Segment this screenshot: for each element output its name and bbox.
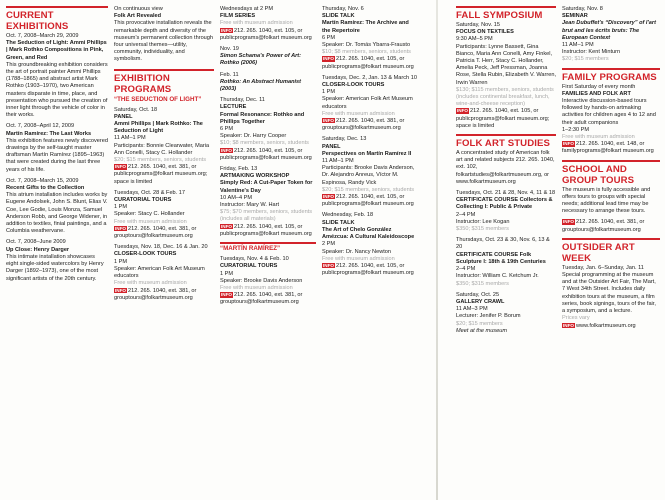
event-detail: Tuesdays, Dec. 2, Jan. 13 & March 10 bbox=[322, 74, 417, 81]
exhibition-list bbox=[6, 33, 108, 283]
section-subtitle: “THE SEDUCTION OF LIGHT” bbox=[114, 95, 202, 103]
event-detail: First Saturday of every month bbox=[562, 83, 636, 90]
info-badge: INFO bbox=[221, 147, 232, 153]
info-badge: INFO bbox=[221, 292, 232, 298]
exhibition-dates: Oct. 7, 2008–June 2009 bbox=[6, 239, 66, 246]
section-ramirez bbox=[220, 242, 316, 306]
event-detail: Instructor: Mary W. Hart bbox=[220, 202, 280, 209]
event-contact bbox=[322, 194, 418, 208]
exhibition-title: The Seduction of Light: Ammi Phillips | Mark Rothko Compositions in Pink, Green, and Red bbox=[6, 40, 107, 61]
event-contact bbox=[220, 224, 316, 238]
event-detail: Feb. 11 bbox=[220, 71, 239, 78]
event-detail: 11 AM–1 PM bbox=[114, 135, 146, 142]
event-info: 212. 265. 1040, ext. 105, or publicprograms@folkart museum.org bbox=[220, 147, 312, 161]
event-contact bbox=[114, 288, 214, 302]
event-price: $20; $15 members, seniors, students bbox=[322, 186, 415, 193]
info-badge: INFO bbox=[563, 141, 574, 147]
info-badge: INFO bbox=[457, 108, 468, 114]
event-price: $130; $115 members, seniors, students (includes continental breakfast, lunch, wine-and-cheese reception) bbox=[456, 86, 554, 108]
event-title: GALLERY CRAWL bbox=[456, 298, 505, 305]
event-info: 212. 265. 1040, ext. 105, or publicprograms@folkart museum.org bbox=[322, 56, 414, 70]
event bbox=[322, 212, 418, 277]
event-list bbox=[456, 22, 556, 130]
exhibition-title: Up Close: Henry Darger bbox=[6, 246, 70, 253]
event-detail: 11 AM–1 PM bbox=[562, 42, 594, 49]
section-title: SCHOOL AND GROUP TOURS bbox=[562, 163, 635, 186]
event-detail: Speaker: Dr. Nancy Newton bbox=[322, 248, 392, 255]
event-detail: Speaker: Dr. Harry Cooper bbox=[220, 133, 287, 140]
event-detail: Saturday, Nov. 8 bbox=[562, 6, 603, 12]
section-title: FALL SYMPOSIUM bbox=[456, 10, 543, 21]
event bbox=[114, 244, 214, 302]
exhibition-item bbox=[6, 123, 108, 173]
outsider-contact bbox=[562, 323, 660, 330]
event-title: CURATORIAL TOURS bbox=[114, 197, 172, 204]
event-title: PANEL bbox=[322, 143, 341, 150]
event bbox=[456, 237, 556, 287]
event-title: FILM SERIES bbox=[220, 13, 256, 20]
school-info: 212. 265. 1040, ext. 381, or grouptours@folkartmuseum.org bbox=[562, 219, 645, 233]
info-badge: INFO bbox=[323, 118, 334, 124]
section-folk-art-studies bbox=[456, 134, 556, 335]
exhibition-title: Recent Gifts to the Collection bbox=[6, 185, 85, 192]
event-price: $20; $15 members bbox=[456, 320, 503, 327]
event-title: FAMILIES AND FOLK ART bbox=[562, 90, 631, 97]
event bbox=[220, 256, 316, 306]
info-badge: INFO bbox=[115, 225, 126, 231]
school-desc: The museum is fully accessible and offers tours to groups with special needs; additional lead time may be necessary to arrange these tours. bbox=[562, 186, 651, 215]
info-badge: INFO bbox=[115, 287, 126, 293]
event-detail: Thursdays, Oct. 23 & 30, Nov. 6, 13 & 20 bbox=[456, 237, 550, 251]
info-badge: INFO bbox=[221, 223, 232, 229]
event-info: 212. 265. 1040, ext. 381, or grouptours@folkartmuseum.org bbox=[114, 287, 197, 301]
event-price: Free with museum admission bbox=[562, 134, 635, 141]
section-title: OUTSIDER ART WEEK bbox=[562, 241, 635, 264]
event-detail: 2 PM bbox=[322, 241, 336, 248]
event-detail: Tuesdays, Nov. 18, Dec. 16 & Jan. 20 bbox=[114, 244, 208, 251]
event-price: $350; $315 members bbox=[456, 226, 509, 233]
exhibition-desc: This groundbreaking exhibition considers the art of portrait painter Ammi Phillips (1788–1865) and abstract artist Mark Rothko (1903–1970), two American masters disparate in time, place, and presentation who pursued the creation of inner light through the vehicle of color in their works. bbox=[6, 61, 108, 119]
event-detail: Saturday, Dec. 13 bbox=[322, 136, 367, 143]
section-school-group-tours bbox=[562, 160, 660, 234]
website-link[interactable]: www.folkartmuseum.org bbox=[575, 322, 636, 329]
section-title: FAMILY PROGRAMS bbox=[562, 71, 657, 83]
outsider-text: Tuesday, Jan. 6–Sunday, Jan. 11 Special programming at the museum and at the Outsider Art Fair, The Mart, 7 West 34th Street. Includes daily exhibition tours at the museum, a film series, book signings, tours of the fair, a symposium, and a lecture. bbox=[562, 264, 656, 315]
intro-pre: On continuous view bbox=[114, 6, 163, 12]
event-info: 212. 265. 1040, ext. 381, or grouptours@folkartmuseum.org bbox=[114, 225, 197, 240]
event-price: $10; $8 members, seniors, students bbox=[220, 140, 309, 147]
page-fold bbox=[436, 0, 438, 500]
event-detail: Friday, Feb. 13 bbox=[220, 166, 258, 173]
info-badge: INFO bbox=[221, 27, 232, 33]
event bbox=[456, 22, 556, 130]
event-detail: 1–2:30 PM bbox=[562, 126, 590, 133]
exhibition-dates: Oct. 7, 2008–March 29, 2009 bbox=[6, 33, 79, 39]
studies-intro: A concentrated study of American folk art and related subjects 212. 265. 1040, ext. 102, folkartstudies@folkartmuseum.org, or www.folkartmuseum.org bbox=[456, 150, 555, 185]
event-detail: Tuesdays, Nov. 4 & Feb. 10 bbox=[220, 256, 289, 263]
event-detail: Thursday, Nov. 6 bbox=[322, 6, 364, 12]
event-title: Formal Resonance: Rothko and Phillips Together bbox=[220, 111, 305, 125]
event-title: FOCUS ON TEXTILES bbox=[456, 29, 514, 36]
exhibition-desc: This intimate installation showcases eight single-sided watercolors by Henry Darger (1892–1973), one of the most significant artists of the 20th century. bbox=[6, 253, 104, 282]
event-detail: Instructor: William C. Ketchum Jr. bbox=[456, 273, 539, 280]
event-info: 212. 265. 1040, ext. 105, or publicprograms@folkart museum.org bbox=[322, 194, 414, 208]
section-title: FOLK ART STUDIES bbox=[456, 138, 550, 150]
event-detail: 6 PM bbox=[220, 126, 234, 133]
event bbox=[220, 46, 316, 68]
outsider-price: Prices vary bbox=[562, 315, 590, 322]
event-list bbox=[220, 256, 316, 306]
event-detail: Speaker: American Folk Art Museum educators bbox=[322, 96, 413, 110]
event-title: ARTMAKING WORKSHOP bbox=[220, 173, 290, 180]
event-detail: 1 PM bbox=[322, 89, 336, 96]
event-detail: Meet at the museum bbox=[456, 327, 507, 334]
exhibition-dates: Oct. 7, 2008–April 12, 2009 bbox=[6, 123, 75, 130]
section-title: CURRENT EXHIBITIONS bbox=[6, 10, 69, 32]
event-detail: Nov. 19 bbox=[220, 46, 239, 53]
event-detail: 1 PM bbox=[220, 270, 234, 277]
section-subtitle: “MARTÍN RAMÍREZ” bbox=[220, 245, 281, 253]
event-contact bbox=[220, 28, 316, 42]
event bbox=[114, 190, 214, 240]
event-title: CERTIFICATE COURSE Collectors & Collecting I: Public & Private bbox=[456, 197, 553, 211]
info-badge: INFO bbox=[563, 322, 574, 328]
event-title: Martín Ramírez: The Archive and the Repertoire bbox=[322, 20, 409, 34]
info-badge: INFO bbox=[323, 262, 334, 268]
event-detail: Saturday, Oct. 25 bbox=[456, 291, 500, 298]
event-title: The Art of Chelo González Amézcua: A Cultural Kaleidoscope bbox=[322, 226, 415, 241]
event-price: $20; $15 members bbox=[562, 56, 609, 63]
event-detail: Speaker: Dr. Tomás Ybarra-Frausto bbox=[322, 42, 411, 49]
event-detail: Instructor: Lee Kogan bbox=[456, 218, 510, 225]
event-detail: 6 PM bbox=[322, 34, 336, 41]
exhibition-item bbox=[6, 239, 108, 282]
event-detail: 11 AM–1 PM bbox=[322, 158, 354, 165]
event-title: CLOSER-LOOK TOURS bbox=[114, 251, 177, 258]
section-exhibition-programs bbox=[114, 69, 214, 302]
event bbox=[456, 292, 556, 335]
event-detail: Saturday, Oct. 18 bbox=[114, 106, 158, 113]
event bbox=[220, 72, 316, 94]
event-list bbox=[562, 6, 660, 64]
event-title: CURATORIAL TOURS bbox=[220, 263, 278, 270]
intro-desc: This provocative installation reveals the remarkable depth and diversity of the museum's permanent collection through four universal themes—utility, community, individuality, and symbolism. bbox=[114, 20, 214, 63]
event-detail: Saturday, Nov. 15 bbox=[456, 22, 500, 28]
event-info: 212. 265. 1040, ext. 148, or familyprograms@folkart museum.org bbox=[562, 141, 654, 155]
event bbox=[220, 6, 316, 42]
event-detail: 1 PM bbox=[114, 204, 128, 211]
event-title: CLOSER-LOOK TOURS bbox=[322, 82, 385, 89]
event-info: 212. 265. 1040, ext. 105, or publicprograms@folkart museum.org bbox=[322, 262, 414, 277]
event-detail: Wednesday, Feb. 18 bbox=[322, 212, 374, 219]
exhibition-desc: This atrium installation includes works by Eugene Andolsek, John S. Blunt, Elias V. Coe, Lee Godie, Louis Monza, Samuel Anderson Robb, and George Widener, in addition to textiles, finial paintings, and a Columbia weathervane. bbox=[6, 192, 108, 235]
event-detail: 1 PM bbox=[114, 258, 128, 265]
event-price: $75; $70 members, seniors, students (includes all materials) bbox=[220, 209, 313, 223]
event-list bbox=[114, 107, 214, 302]
event-title: Perspectives on Martín Ramírez II bbox=[322, 150, 412, 157]
event-contact bbox=[322, 118, 418, 132]
event-price: Free with museum admission bbox=[114, 218, 187, 225]
event-price: Free with museum admission bbox=[114, 280, 187, 287]
event-price: Free with museum admission bbox=[220, 20, 293, 27]
intro-title: Folk Art Revealed bbox=[114, 13, 162, 20]
event-info: 212. 265. 1040, ext. 105, or publicprograms@folkart museum.org bbox=[220, 27, 312, 41]
column-symposium-studies bbox=[456, 6, 556, 494]
event bbox=[562, 6, 660, 64]
event-price: $20; $15 members, seniors, students bbox=[114, 157, 207, 164]
event bbox=[114, 107, 214, 186]
event-price: $350; $315 members bbox=[456, 280, 509, 287]
event-contact bbox=[456, 108, 556, 130]
event-info: 212. 265. 1040, ext. 381, or grouptours@folkartmuseum.org bbox=[220, 292, 303, 306]
info-badge: INFO bbox=[115, 164, 126, 170]
event-detail: Thursday, Dec. 11 bbox=[220, 97, 265, 104]
school-contact bbox=[562, 219, 660, 233]
event-detail: 9:30 AM–5 PM bbox=[456, 36, 493, 43]
event-detail: Wednesdays at 2 PM bbox=[220, 6, 274, 12]
event bbox=[456, 190, 556, 233]
event-detail: Participants: Brooke Davis Anderson, Dr. Alejandro Anreus, Víctor M. Espinosa, Randy Vick bbox=[322, 165, 415, 186]
info-badge: INFO bbox=[323, 194, 334, 200]
event bbox=[220, 97, 316, 162]
event-detail: 2–4 PM bbox=[456, 211, 476, 218]
event-detail: Speaker: American Folk Art Museum educators bbox=[114, 265, 205, 280]
event-detail: Lecturer: Jenifer P. Borum bbox=[456, 313, 521, 320]
info-badge: INFO bbox=[323, 56, 334, 62]
info-badge: INFO bbox=[563, 219, 574, 225]
column-family-school-outsider bbox=[562, 6, 660, 494]
event bbox=[322, 6, 418, 71]
event-detail: 11 AM–3 PM bbox=[456, 306, 488, 313]
event-title: SLIDE TALK bbox=[322, 13, 355, 20]
event-title: Ammi Phillips | Mark Rothko: The Seduction of Light bbox=[114, 121, 203, 135]
outsider-desc bbox=[562, 265, 660, 330]
event-contact bbox=[114, 226, 214, 240]
event bbox=[322, 75, 418, 133]
exhibition-item bbox=[6, 33, 108, 119]
event-contact bbox=[220, 292, 316, 306]
exhibition-item bbox=[6, 178, 108, 236]
event-detail: Interactive discussion-based tours followed by hands-on artmaking activities for children ages 4 to 12 and their adult companions bbox=[562, 98, 656, 126]
event-price: Free with museum admission bbox=[220, 284, 293, 291]
event-list bbox=[322, 6, 418, 277]
exhibition-desc: This exhibition features newly discovered drawings by the self-taught master draftsman Martín Ramírez (1895–1963) that were created during the last three years of his life. bbox=[6, 137, 108, 173]
event bbox=[322, 136, 418, 208]
section-title: EXHIBITION PROGRAMS bbox=[114, 72, 172, 95]
event-price: Free with museum admission bbox=[322, 110, 395, 117]
event-list bbox=[220, 6, 316, 238]
event bbox=[562, 84, 660, 156]
event-title: PANEL bbox=[114, 113, 133, 120]
event-detail: Participants: Lynne Bassett, Gina Bianco, Maria Ann Conelli, Amy Finkel, Patricia T. Herr, Stacy C. Hollander, Amelia Peck, Jeff Pressman, Joanna Rose, Stella Rubin, Elizabeth V. Warren, Irwin Warren bbox=[456, 43, 556, 86]
event-detail: Participants: Bonnie Clearwater, Maria Ann Conelli, Stacy C. Hollander bbox=[114, 142, 210, 156]
exhibition-title: Martín Ramírez: The Last Works bbox=[6, 130, 92, 137]
event-detail: Instructor: Kent Minturn bbox=[562, 49, 621, 56]
event-contact bbox=[220, 148, 316, 162]
event-detail: Tuesdays, Oct. 21 & 28, Nov. 4, 11 & 18 bbox=[456, 190, 556, 197]
event-info: 212. 265. 1040, ext. 381, or publicprograms@folkart museum.org; space is limited bbox=[114, 164, 208, 185]
event-price: Free with museum admission bbox=[322, 255, 395, 262]
event-info: 212. 265. 1040, ext. 105, or publicprograms@folkart museum.org; space is limited bbox=[456, 108, 550, 129]
column-ramirez-events bbox=[322, 6, 418, 494]
event-title: LECTURE bbox=[220, 104, 247, 111]
event-detail: Speaker: Stacy C. Hollander bbox=[114, 211, 185, 218]
event-title: Rothko: An Abstract Humanist (2003) bbox=[220, 78, 302, 93]
column-current-exhibitions bbox=[6, 6, 108, 494]
event-contact bbox=[562, 141, 660, 155]
column-films-lectures bbox=[220, 6, 316, 494]
event-contact bbox=[322, 263, 418, 277]
event-title: Simply Red: A Cut-Paper Token for Valentine's Day bbox=[220, 180, 313, 194]
event bbox=[220, 166, 316, 238]
event-title: Jean Dubuffet's “Discovery” of l'art brut and les écrits bruts: The European Context bbox=[562, 20, 656, 41]
family-program bbox=[562, 84, 660, 156]
event-list bbox=[456, 190, 556, 335]
section-family-programs bbox=[562, 68, 660, 156]
event-title: Simon Schama's Power of Art: Rothko (2006) bbox=[220, 53, 302, 67]
section-outsider-art-week bbox=[562, 238, 660, 330]
event-title: SEMINAR bbox=[562, 13, 588, 20]
event-title: SLIDE TALK bbox=[322, 219, 355, 226]
event-detail: Tuesdays, Oct. 28 & Feb. 17 bbox=[114, 189, 185, 196]
event-info: 212. 265. 1040, ext. 105, or publicprograms@folkart museum.org bbox=[220, 223, 312, 237]
event-detail: Speaker: Brooke Davis Anderson bbox=[220, 277, 303, 284]
event-title: CERTIFICATE COURSE Folk Sculpture I: 18th & 19th Centuries bbox=[456, 251, 546, 265]
event-detail: 2–4 PM bbox=[456, 266, 476, 273]
event-contact bbox=[322, 56, 418, 70]
event-price: $10; $8 members, seniors, students bbox=[322, 49, 411, 56]
continuous-view-intro bbox=[114, 6, 214, 64]
section-fall-symposium bbox=[456, 6, 556, 130]
exhibition-dates: Oct. 7, 2008–March 15, 2009 bbox=[6, 177, 79, 184]
event-info: 212. 265. 1040, ext. 381, or grouptours@folkartmuseum.org bbox=[322, 118, 405, 132]
column-exhibition-programs bbox=[114, 6, 214, 494]
event-contact bbox=[114, 164, 214, 186]
section-current-exhibitions bbox=[6, 6, 108, 283]
event-detail: 10 AM–4 PM bbox=[220, 194, 253, 201]
